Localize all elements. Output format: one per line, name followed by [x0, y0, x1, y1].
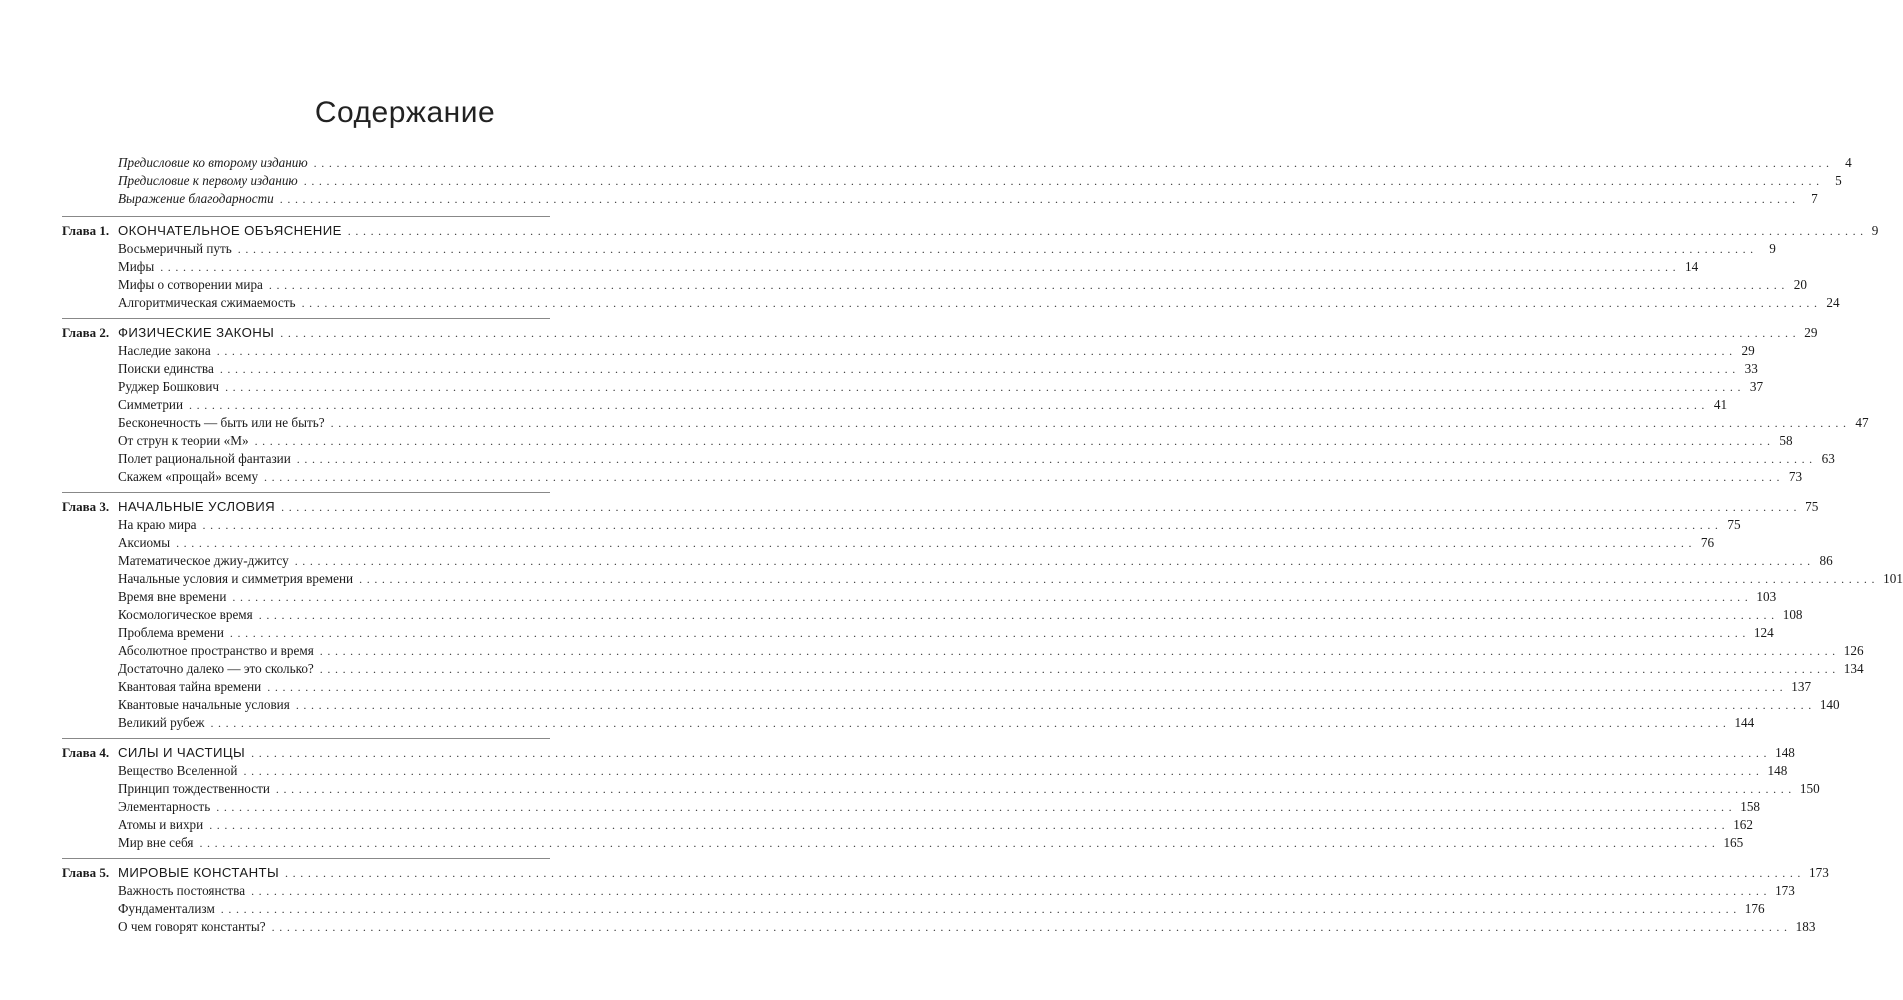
section-entry: [118, 258, 1699, 276]
page-number: 41: [1713, 397, 1728, 412]
entry-label: Скажем «прощай» всему: [118, 469, 259, 484]
dot-leader: ........................................................................................................................................................................................................: [347, 224, 1868, 238]
entry-label: Бесконечность — быть или не быть?: [118, 415, 325, 430]
entry-label: Абсолютное пространство и время: [118, 643, 314, 658]
entry-label: Предисловие к первому изданию: [118, 173, 298, 188]
chapter-title-line: [118, 222, 1879, 240]
entry-label: На краю мира: [118, 517, 197, 532]
chapter-divider: [62, 492, 550, 493]
chapter-number: Глава 5.: [62, 865, 110, 880]
entry-label: Вещество Вселенной: [118, 763, 238, 778]
dot-leader: ........................................................................................................................................................................................................: [251, 746, 1772, 760]
dot-leader: ........................................................................................................................................................................................................: [359, 572, 1880, 586]
section-entry: [118, 432, 1793, 450]
chapter-heading: [0, 324, 1818, 342]
preface-entry: [118, 154, 1852, 172]
chapter-divider: [62, 738, 550, 739]
dot-leader: ........................................................................................................................................................................................................: [281, 500, 1802, 514]
section-entry: [118, 642, 1864, 660]
dot-leader: ........................................................................................................................................................................................................: [251, 884, 1772, 898]
page-number: 165: [1723, 835, 1744, 850]
page-number: 47: [1855, 415, 1869, 430]
page-number: 20: [1793, 277, 1807, 292]
dot-leader: ........................................................................................................................................................................................................: [301, 296, 1822, 310]
section-entry: [118, 552, 1833, 570]
page-number: 58: [1779, 433, 1793, 448]
dot-leader: ........................................................................................................................................................................................................: [254, 434, 1775, 448]
entry-label: Руджер Бошкович: [118, 379, 220, 394]
page-number: 14: [1685, 259, 1699, 274]
dot-leader: ........................................................................................................................................................................................................: [303, 174, 1824, 188]
section-entry: [118, 276, 1807, 294]
chapter-heading: [0, 864, 1829, 882]
dot-leader: ........................................................................................................................................................................................................: [216, 800, 1737, 814]
entry-label: Начальные условия и симметрия времени: [118, 571, 354, 586]
dot-leader: ........................................................................................................................................................................................................: [280, 326, 1801, 340]
entry-label: Принцип тождественности: [118, 781, 270, 796]
chapter-title-line: [118, 864, 1829, 882]
page-number: 150: [1799, 781, 1820, 796]
section-entry: [118, 396, 1728, 414]
dot-leader: ........................................................................................................................................................................................................: [271, 920, 1792, 934]
dot-leader: ........................................................................................................................................................................................................: [319, 662, 1840, 676]
page-number: 158: [1740, 799, 1760, 814]
page-number: 7: [1811, 191, 1818, 206]
page-number: 63: [1821, 451, 1835, 466]
entry-label: Атомы и вихри: [118, 817, 204, 832]
preface-entry: [118, 190, 1818, 208]
section-entry: [118, 378, 1764, 396]
section-entry: [118, 798, 1760, 816]
dot-leader: ........................................................................................................................................................................................................: [319, 644, 1840, 658]
page-number: 183: [1795, 919, 1816, 934]
table-of-contents: [0, 150, 1903, 936]
section-entry: [118, 450, 1835, 468]
entry-label: Квантовая тайна времени: [118, 679, 262, 694]
chapter-title: ФИЗИЧЕСКИЕ ЗАКОНЫ: [118, 325, 275, 340]
page-number: 140: [1819, 697, 1840, 712]
section-entry: [118, 678, 1812, 696]
entry-label: Элементарность: [118, 799, 211, 814]
page-number: 134: [1843, 661, 1864, 676]
page-number: 29: [1804, 325, 1818, 340]
dot-leader: ........................................................................................................................................................................................................: [295, 698, 1816, 712]
entry-label: Наследие закона: [118, 343, 211, 358]
dot-leader: ........................................................................................................................................................................................................: [275, 782, 1796, 796]
chapter-title-line: [118, 744, 1795, 762]
entry-label: Выражение благодарности: [118, 191, 274, 206]
section-entry: [118, 468, 1803, 486]
chapter-block: [0, 852, 1829, 936]
chapter-heading: [0, 744, 1795, 762]
chapter-block: [0, 486, 1903, 732]
entry-label: Алгоритмическая сжимаемость: [118, 295, 296, 310]
page-number: 126: [1843, 643, 1864, 658]
chapter-number: Глава 1.: [62, 223, 110, 238]
dot-leader: ........................................................................................................................................................................................................: [210, 716, 1731, 730]
entry-label: От струн к теории «М»: [118, 433, 249, 448]
chapter-block: [0, 732, 1820, 852]
chapter-title-line: [118, 498, 1819, 516]
chapter-title: СИЛЫ И ЧАСТИЦЫ: [118, 745, 246, 760]
page-number: 148: [1767, 763, 1788, 778]
dot-leader: ........................................................................................................................................................................................................: [267, 680, 1788, 694]
entry-label: Достаточно далеко — это сколько?: [118, 661, 314, 676]
section-entry: [118, 342, 1755, 360]
section-entry: [118, 240, 1776, 258]
entry-label: Полет рациональной фантазии: [118, 451, 291, 466]
dot-leader: ........................................................................................................................................................................................................: [258, 608, 1779, 622]
section-entry: [118, 762, 1788, 780]
entry-label: Фундаментализм: [118, 901, 215, 916]
chapter-title: НАЧАЛЬНЫЕ УСЛОВИЯ: [118, 499, 276, 514]
page-number: 5: [1835, 173, 1842, 188]
dot-leader: ........................................................................................................................................................................................................: [225, 380, 1746, 394]
section-entry: [118, 882, 1795, 900]
chapter-block: [0, 312, 1869, 486]
chapter-number: Глава 4.: [62, 745, 110, 760]
page-number: 173: [1775, 883, 1795, 898]
page-number: 124: [1753, 625, 1774, 640]
preface-list: [0, 150, 1852, 208]
page-number: 24: [1826, 295, 1840, 310]
dot-leader: ........................................................................................................................................................................................................: [294, 554, 1815, 568]
dot-leader: ........................................................................................................................................................................................................: [219, 362, 1740, 376]
section-entry: [118, 516, 1741, 534]
page-number: 76: [1700, 535, 1715, 550]
dot-leader: ........................................................................................................................................................................................................: [189, 398, 1710, 412]
dot-leader: ........................................................................................................................................................................................................: [209, 818, 1730, 832]
entry-label: Аксиомы: [118, 535, 171, 550]
dot-leader: ........................................................................................................................................................................................................: [268, 278, 1789, 292]
section-entry: [118, 588, 1777, 606]
section-entry: [118, 834, 1744, 852]
dot-leader: ........................................................................................................................................................................................................: [296, 452, 1817, 466]
dot-leader: ........................................................................................................................................................................................................: [279, 192, 1800, 206]
dot-leader: ........................................................................................................................................................................................................: [237, 242, 1758, 256]
section-entry: [118, 918, 1816, 936]
chapter-title: МИРОВЫЕ КОНСТАНТЫ: [118, 865, 280, 880]
entry-label: Мир вне себя: [118, 835, 194, 850]
section-entry: [118, 624, 1774, 642]
entry-label: Симметрии: [118, 397, 184, 412]
chapter-title-line: [118, 324, 1818, 342]
page-number: 75: [1805, 499, 1819, 514]
entry-label: Мифы: [118, 259, 155, 274]
entry-label: Математическое джиу-джитсу: [118, 553, 289, 568]
dot-leader: ........................................................................................................................................................................................................: [232, 590, 1753, 604]
dot-leader: ........................................................................................................................................................................................................: [313, 156, 1834, 170]
section-entry: [118, 606, 1803, 624]
section-entry: [118, 780, 1820, 798]
page-number: 148: [1775, 745, 1795, 760]
entry-label: Поиски единства: [118, 361, 214, 376]
page-title: Содержание: [314, 96, 496, 129]
chapter-block: [0, 208, 1879, 312]
entry-label: Проблема времени: [118, 625, 224, 640]
dot-leader: ........................................................................................................................................................................................................: [285, 866, 1806, 880]
chapter-title: ОКОНЧАТЕЛЬНОЕ ОБЪЯСНЕНИЕ: [118, 223, 342, 238]
section-entry: [118, 816, 1753, 834]
page-number: 75: [1727, 517, 1741, 532]
page-number: 29: [1741, 343, 1755, 358]
page-number: 33: [1744, 361, 1758, 376]
entry-label: Восьмеричный путь: [118, 241, 232, 256]
chapter-number: Глава 2.: [62, 325, 110, 340]
dot-leader: ........................................................................................................................................................................................................: [264, 470, 1785, 484]
section-entry: [118, 534, 1715, 552]
entry-label: Мифы о сотворении мира: [118, 277, 263, 292]
page-number: 101: [1883, 571, 1903, 586]
chapter-number: Глава 3.: [62, 499, 110, 514]
chapter-divider: [62, 216, 550, 217]
chapter-divider: [62, 858, 550, 859]
chapter-heading: [0, 222, 1879, 240]
page-number: 137: [1791, 679, 1812, 694]
page-number: 108: [1782, 607, 1803, 622]
page-number: 173: [1809, 865, 1829, 880]
chapter-divider: [62, 318, 550, 319]
preface-entry: [118, 172, 1842, 190]
dot-leader: ........................................................................................................................................................................................................: [243, 764, 1764, 778]
section-entry: [118, 414, 1869, 432]
section-entry: [118, 660, 1864, 678]
entry-label: Квантовые начальные условия: [118, 697, 290, 712]
dot-leader: ........................................................................................................................................................................................................: [330, 416, 1851, 430]
page-number: 73: [1788, 469, 1803, 484]
dot-leader: ........................................................................................................................................................................................................: [216, 344, 1737, 358]
dot-leader: ........................................................................................................................................................................................................: [176, 536, 1697, 550]
page-number: 103: [1756, 589, 1777, 604]
dot-leader: ........................................................................................................................................................................................................: [199, 836, 1720, 850]
entry-label: Время вне времени: [118, 589, 227, 604]
section-entry: [118, 294, 1840, 312]
chapter-heading: [0, 498, 1819, 516]
entry-label: Предисловие ко второму изданию: [118, 155, 308, 170]
section-entry: [118, 696, 1840, 714]
entry-label: Великий рубеж: [118, 715, 205, 730]
page-number: 86: [1819, 553, 1833, 568]
entry-label: Важность постоянства: [118, 883, 246, 898]
dot-leader: ........................................................................................................................................................................................................: [220, 902, 1741, 916]
page-number: 9: [1871, 223, 1879, 238]
dot-leader: ........................................................................................................................................................................................................: [160, 260, 1681, 274]
entry-label: Космологическое время: [118, 607, 253, 622]
dot-leader: ........................................................................................................................................................................................................: [229, 626, 1750, 640]
page-number: 144: [1734, 715, 1755, 730]
page-number: 176: [1744, 901, 1765, 916]
page-number: 162: [1733, 817, 1753, 832]
page-number: 4: [1845, 155, 1852, 170]
section-entry: [118, 714, 1755, 732]
page-number: 9: [1769, 241, 1776, 256]
entry-label: О чем говорят константы?: [118, 919, 266, 934]
page-number: 37: [1749, 379, 1764, 394]
section-entry: [118, 570, 1903, 588]
section-entry: [118, 360, 1758, 378]
section-entry: [118, 900, 1765, 918]
dot-leader: ........................................................................................................................................................................................................: [202, 518, 1723, 532]
